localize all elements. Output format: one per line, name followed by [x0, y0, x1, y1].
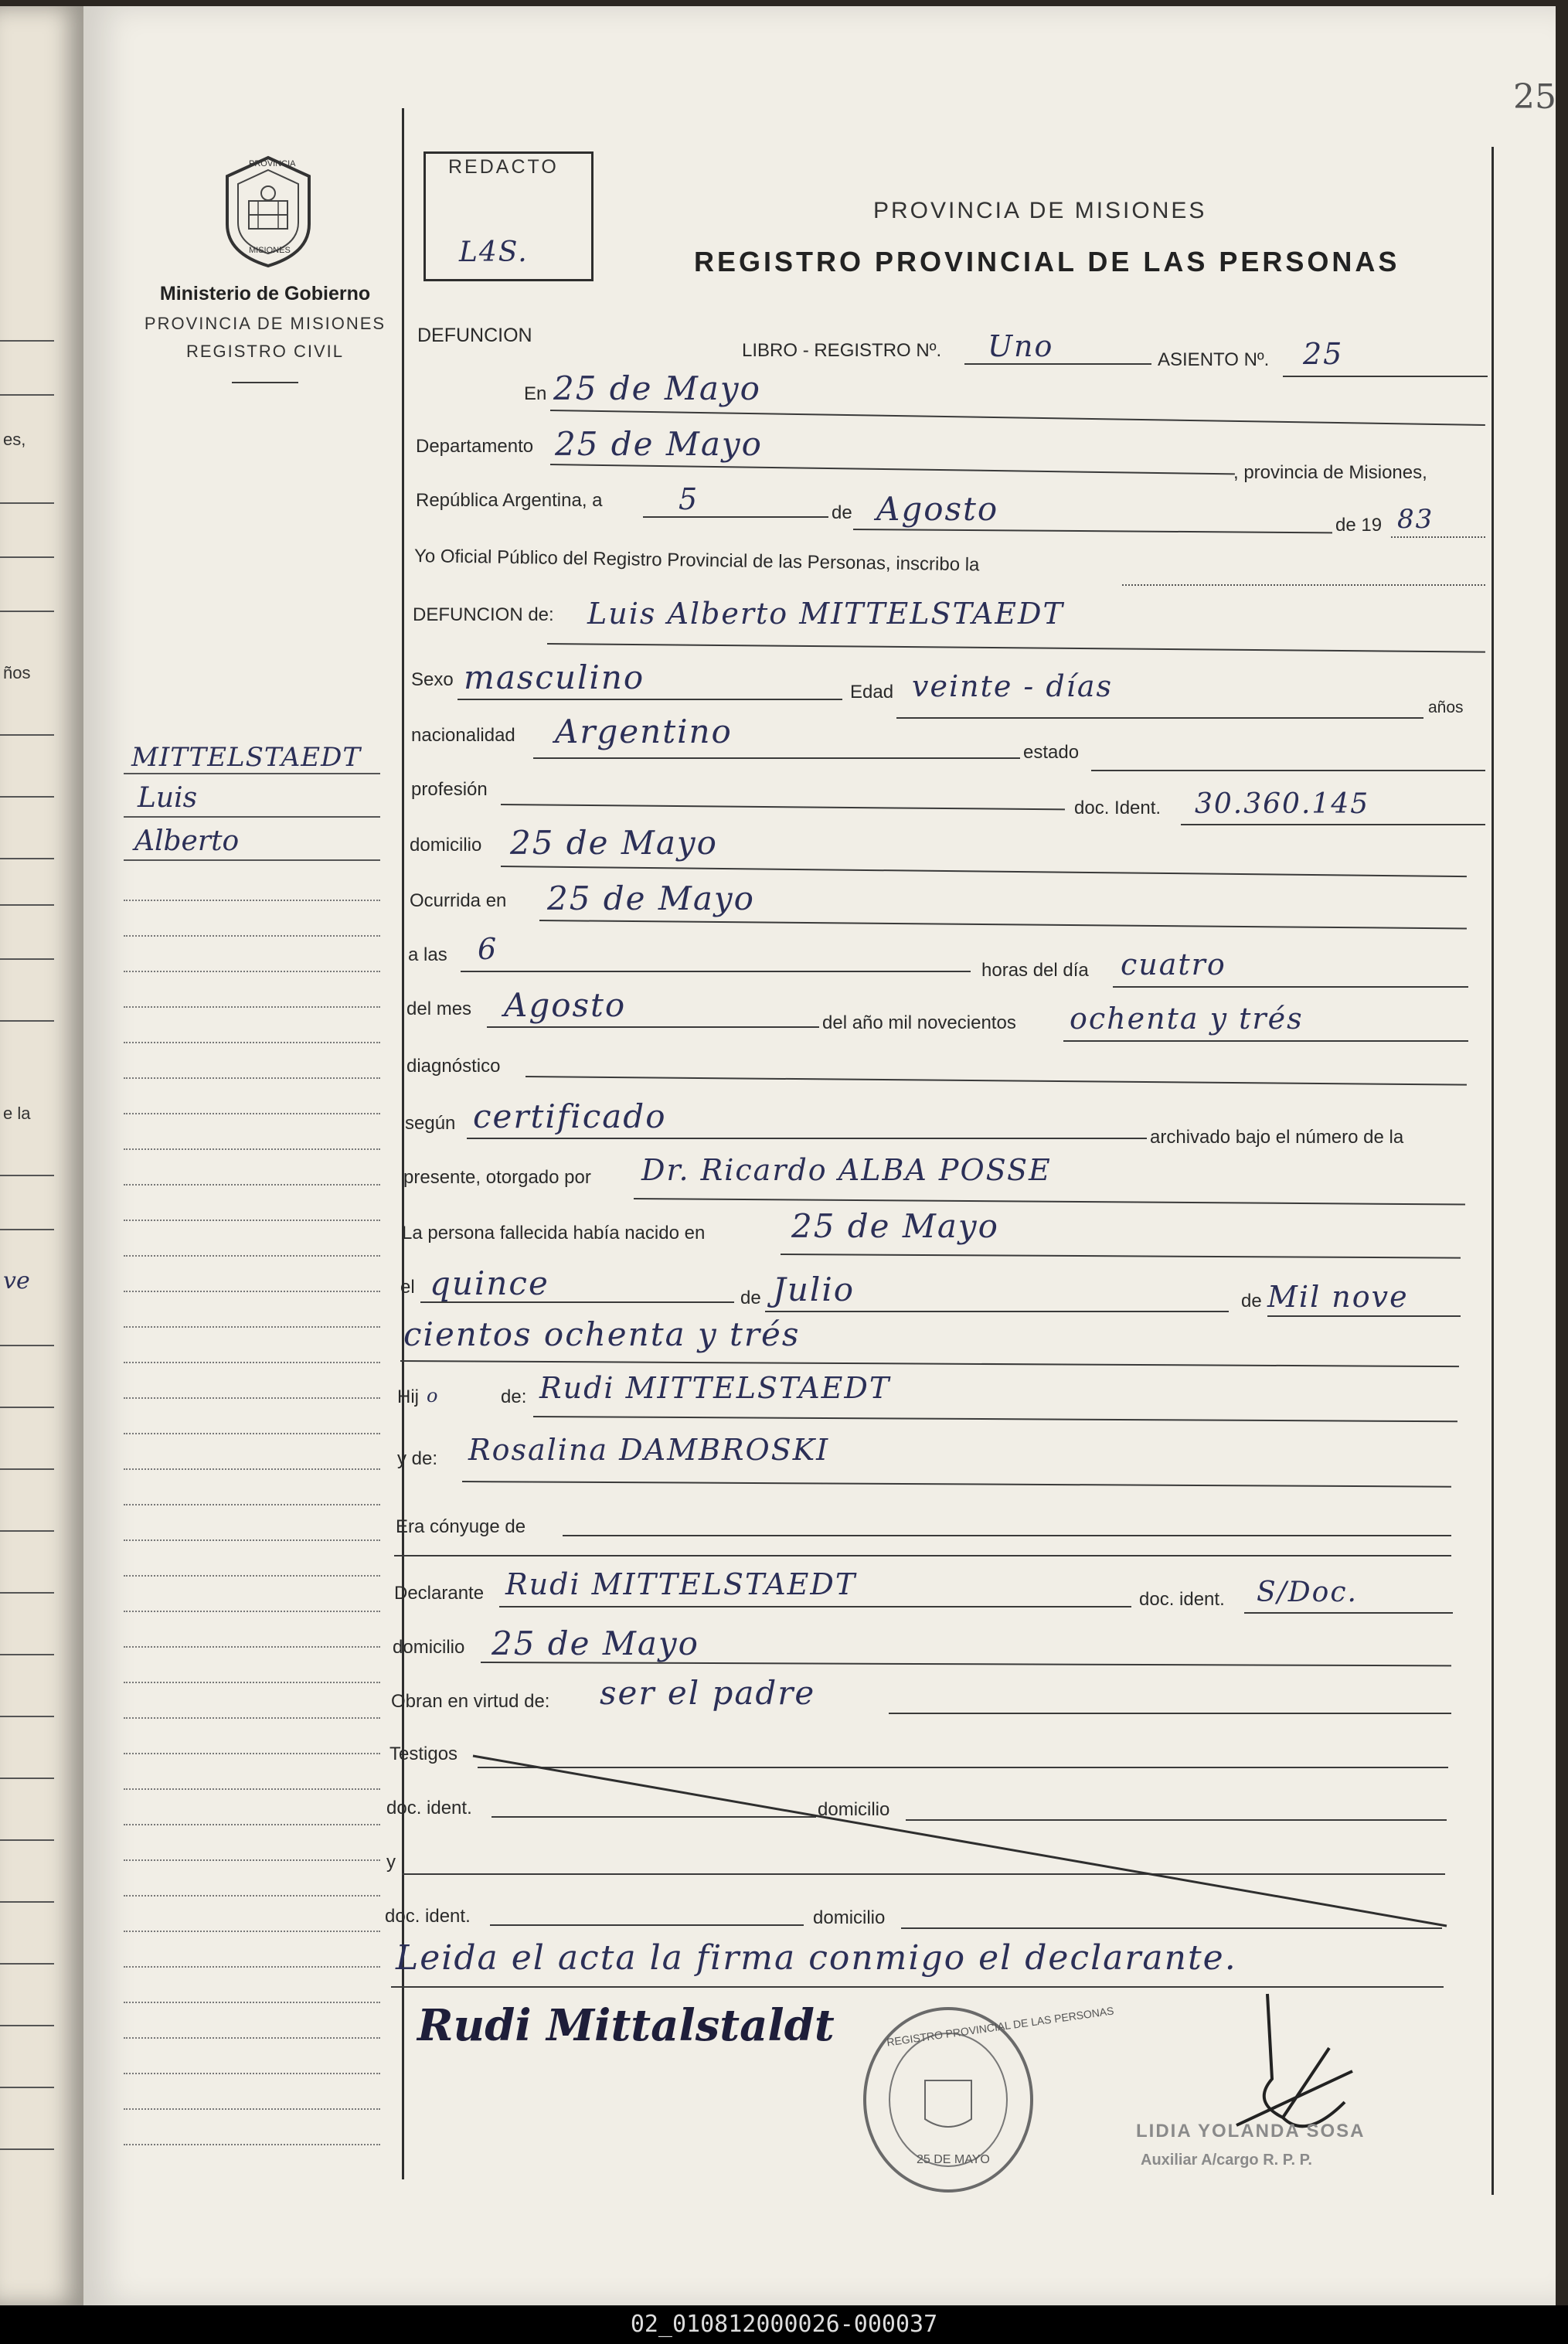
margin-second-name: Alberto	[134, 825, 240, 857]
left-page-line	[0, 1716, 54, 1717]
left-page-line	[0, 1468, 54, 1470]
libro-label: LIBRO - REGISTRO Nº.	[742, 340, 942, 361]
del-anio-value: ochenta y trés	[1070, 1002, 1304, 1036]
obran-value: ser el padre	[600, 1674, 816, 1712]
seal-top-text: PROVINCIA	[249, 159, 296, 168]
mes-value: Agosto	[876, 490, 999, 528]
oficial-text: Yo Oficial Público del Registro Provincial de las Personas, inscribo la	[413, 546, 980, 576]
del-mes-label: del mes	[406, 998, 472, 1019]
archivado-label: archivado bajo el número de la	[1150, 1127, 1404, 1148]
margin-line	[124, 1824, 380, 1825]
margin-line	[124, 1184, 380, 1186]
ministry-province: PROVINCIA DE MISIONES	[144, 314, 386, 333]
margin-line	[124, 1291, 380, 1292]
a-las-line	[461, 971, 971, 972]
act-type-label: DEFUNCION	[417, 325, 532, 346]
doc-ident-value: 30.360.145	[1195, 788, 1370, 820]
margin-line	[124, 1753, 380, 1754]
dia-line	[643, 516, 828, 518]
nacido-label: La persona fallecida había nacido en	[402, 1223, 706, 1243]
redacto-label: REDACTO	[448, 156, 559, 178]
left-page-line	[0, 2025, 54, 2026]
en-value: 25 de Mayo	[553, 369, 761, 407]
declarante-doc-line	[1244, 1612, 1453, 1614]
conyuge-line	[563, 1535, 1451, 1536]
margin-line	[124, 1717, 380, 1719]
margin-line	[124, 1931, 380, 1932]
asiento-label: ASIENTO Nº.	[1158, 349, 1270, 370]
left-page-line	[0, 858, 54, 859]
segun-line	[467, 1138, 1147, 1139]
margin-divider-line	[402, 108, 404, 2179]
margin-line	[124, 1148, 380, 1150]
estado-line	[1091, 770, 1485, 771]
left-page-line	[0, 1963, 54, 1965]
margin-surname: MITTELSTAEDT	[131, 742, 362, 773]
de2-line	[765, 1311, 1229, 1312]
margin-line	[124, 1575, 380, 1577]
testigo-1-doc-label: doc. ident.	[386, 1798, 472, 1818]
anio-line	[1391, 536, 1485, 538]
margin-line	[124, 1326, 380, 1328]
testigo-1-domicilio-label: domicilio	[818, 1799, 890, 1820]
edad-line	[896, 717, 1423, 719]
margin-line	[124, 2002, 380, 2003]
declarante-doc-value: S/Doc.	[1257, 1577, 1358, 1608]
registry-heading: REGISTRO PROVINCIAL DE LAS PERSONAS	[694, 246, 1400, 277]
provincia-label: , provincia de Misiones,	[1233, 462, 1427, 483]
left-page-line	[0, 2087, 54, 2088]
hijo-label: Hij	[397, 1386, 419, 1407]
margin-line	[124, 1788, 380, 1790]
birth-year-continuation: cientos ochenta y trés	[403, 1315, 801, 1353]
asiento-line	[1283, 376, 1488, 377]
left-page-text: e la	[3, 1104, 31, 1123]
hijo-suffix: o	[427, 1385, 438, 1407]
del-anio-line	[1063, 1040, 1468, 1042]
estado-label: estado	[1023, 742, 1080, 763]
margin-line	[124, 1077, 380, 1079]
testigos-label: Testigos	[389, 1744, 458, 1764]
left-page-text: es,	[3, 430, 26, 449]
libro-value: Uno	[988, 329, 1054, 363]
del-mes-value: Agosto	[504, 986, 627, 1024]
stamp-text: REGISTRO PROVINCIAL DE LAS PERSONAS	[886, 2004, 1115, 2049]
del-mes-line	[487, 1026, 819, 1028]
left-page-line	[0, 1592, 54, 1594]
ocurrida-value: 25 de Mayo	[547, 879, 755, 917]
margin-line	[124, 1895, 380, 1897]
margin-line	[124, 2037, 380, 2039]
ministry-registry: REGISTRO CIVIL	[185, 342, 345, 361]
margin-line	[124, 1611, 380, 1612]
defuncion-de-label: DEFUNCION de:	[413, 604, 554, 625]
deceased-name: Luis Alberto MITTELSTAEDT	[587, 597, 1064, 631]
segun-value: certificado	[473, 1097, 667, 1135]
declarante-domicilio-value: 25 de Mayo	[491, 1624, 699, 1662]
margin-line	[124, 2108, 380, 2110]
dia-value: 5	[679, 482, 699, 516]
margin-line	[124, 1006, 380, 1008]
official-role: Auxiliar A/cargo R. P. P.	[1141, 2152, 1312, 2169]
margin-line	[124, 859, 380, 861]
departamento-label: Departamento	[416, 436, 534, 457]
anio-value: 83	[1397, 504, 1434, 535]
margin-line	[124, 1397, 380, 1399]
nacionalidad-label: nacionalidad	[411, 725, 515, 746]
diagnostico-label: diagnóstico	[406, 1056, 501, 1077]
margin-line	[124, 1646, 380, 1648]
republica-label: República Argentina, a	[416, 490, 603, 511]
ministry-divider	[232, 382, 298, 383]
page-number: 25	[1513, 77, 1556, 117]
declarante-line	[499, 1606, 1131, 1607]
horas-value: cuatro	[1121, 947, 1226, 981]
margin-line	[124, 1433, 380, 1434]
margin-line	[124, 1859, 380, 1861]
redacto-value: L4S.	[459, 236, 529, 268]
domicilio-value: 25 de Mayo	[510, 824, 718, 862]
left-page-line	[0, 1839, 54, 1841]
official-name: LIDIA YOLANDA SOSA	[1136, 2121, 1366, 2142]
asiento-value: 25	[1303, 337, 1344, 371]
edad-label: Edad	[850, 682, 894, 703]
left-page-line	[0, 340, 54, 342]
margin-line	[124, 971, 380, 972]
left-page-line	[0, 1407, 54, 1408]
margin-line	[124, 773, 380, 774]
de3-label: de	[1241, 1291, 1262, 1311]
margin-line	[124, 1362, 380, 1363]
en-label: En	[524, 383, 547, 404]
el-line	[420, 1301, 734, 1303]
testigo-2-domicilio-label: domicilio	[813, 1907, 886, 1928]
margin-first-name: Luis	[138, 782, 198, 814]
ocurrida-label: Ocurrida en	[410, 890, 507, 911]
obran-line	[889, 1713, 1451, 1714]
declarante-domicilio-label: domicilio	[393, 1637, 465, 1658]
margin-line	[124, 1966, 380, 1968]
declarante-doc-label: doc. ident.	[1139, 1589, 1225, 1610]
margin-line	[124, 1468, 380, 1470]
mother-name: Rosalina DAMBROSKI	[468, 1433, 830, 1467]
left-page-line	[0, 904, 54, 906]
left-page-edge	[0, 6, 83, 2305]
left-page-line	[0, 1654, 54, 1655]
margin-line	[124, 900, 380, 901]
left-page-line	[0, 796, 54, 798]
margin-line	[124, 2144, 380, 2145]
left-page-line	[0, 1175, 54, 1176]
left-page-line	[0, 1229, 54, 1230]
left-page-line	[0, 2148, 54, 2150]
reading-statement: Leida el acta la firma conmigo el declarante.	[396, 1938, 1237, 1978]
horas-label: horas del día	[981, 960, 1089, 981]
left-page-text: ve	[3, 1267, 30, 1294]
departamento-value: 25 de Mayo	[555, 425, 763, 463]
a-las-value: 6	[478, 932, 498, 966]
el-value: quince	[430, 1264, 549, 1302]
left-page-line	[0, 1345, 54, 1346]
el-label: el	[400, 1277, 415, 1298]
conyuge-label: Era cónyuge de	[396, 1516, 526, 1537]
doc-ident-label: doc. Ident.	[1074, 798, 1162, 818]
left-page-line	[0, 734, 54, 736]
horas-line	[1113, 986, 1468, 988]
segun-label: según	[405, 1113, 456, 1134]
nacido-value: 25 de Mayo	[791, 1207, 999, 1245]
left-page-line	[0, 1020, 54, 1022]
edad-value: veinte - días	[912, 669, 1113, 703]
margin-line	[124, 1682, 380, 1683]
left-page-line	[0, 394, 54, 396]
profesion-label: profesión	[411, 779, 488, 800]
left-page-text: ños	[3, 663, 31, 682]
sexo-label: Sexo	[411, 669, 454, 690]
left-page-line	[0, 958, 54, 960]
anos-label: años	[1428, 699, 1464, 716]
de2-value: Julio	[773, 1271, 855, 1308]
physician-name: Dr. Ricardo ALBA POSSE	[641, 1153, 1052, 1187]
right-border-line	[1491, 147, 1494, 2195]
testigo-2-doc-label: doc. ident.	[385, 1906, 471, 1927]
testigos-cancel-stroke	[471, 1754, 1453, 1932]
left-page-line	[0, 1530, 54, 1532]
domicilio-label: domicilio	[410, 835, 482, 856]
margin-line	[124, 1255, 380, 1257]
a-las-label: a las	[408, 944, 447, 965]
presente-label: presente, otorgado por	[403, 1167, 591, 1188]
hijo-de-label: de:	[501, 1386, 527, 1407]
margin-line	[124, 1220, 380, 1221]
declarante-value: Rudi MITTELSTAEDT	[505, 1567, 857, 1601]
left-page-line	[0, 556, 54, 558]
obran-label: Obran en virtud de:	[391, 1691, 550, 1712]
father-name: Rudi MITTELSTAEDT	[539, 1371, 891, 1405]
province-heading: PROVINCIA DE MISIONES	[873, 198, 1207, 223]
sexo-value: masculino	[464, 658, 645, 696]
margin-line	[124, 935, 380, 937]
margin-line	[124, 1042, 380, 1043]
libro-line	[964, 363, 1151, 365]
nacionalidad-line	[533, 757, 1020, 759]
doc-ident-line	[1181, 824, 1485, 825]
margin-line	[124, 816, 380, 818]
del-anio-label: del año mil novecientos	[822, 1012, 1016, 1033]
conyuge-line-2	[394, 1555, 1451, 1556]
left-page-line	[0, 1901, 54, 1903]
margin-line	[124, 1113, 380, 1114]
margin-line	[124, 1504, 380, 1505]
declarante-label: Declarante	[394, 1583, 485, 1604]
y-de-label: y de:	[397, 1448, 438, 1469]
margin-line	[124, 2073, 380, 2074]
de2-label: de	[740, 1288, 761, 1308]
de-label: de	[832, 502, 852, 523]
de3-line	[1267, 1315, 1461, 1317]
de-19-label: de 19	[1335, 515, 1383, 536]
y-label: y	[386, 1852, 396, 1873]
left-page-line	[0, 502, 54, 504]
declarant-signature: Rudi Mittalstaldt	[417, 2000, 835, 2051]
ministry-title: Ministerio de Gobierno	[159, 283, 371, 304]
footer-image-id: 02_010812000026-000037	[630, 2311, 938, 2338]
seal-bottom-text: MISIONES	[249, 246, 291, 255]
de3-value: Mil nove	[1267, 1280, 1409, 1314]
stamp-bottom-text: 25 DE MAYO	[917, 2153, 990, 2166]
left-page-line	[0, 1778, 54, 1779]
nacionalidad-value: Argentino	[555, 713, 733, 750]
oficial-line	[1122, 584, 1485, 586]
margin-line	[124, 1539, 380, 1541]
sexo-line	[457, 699, 842, 700]
left-page-line	[0, 611, 54, 612]
